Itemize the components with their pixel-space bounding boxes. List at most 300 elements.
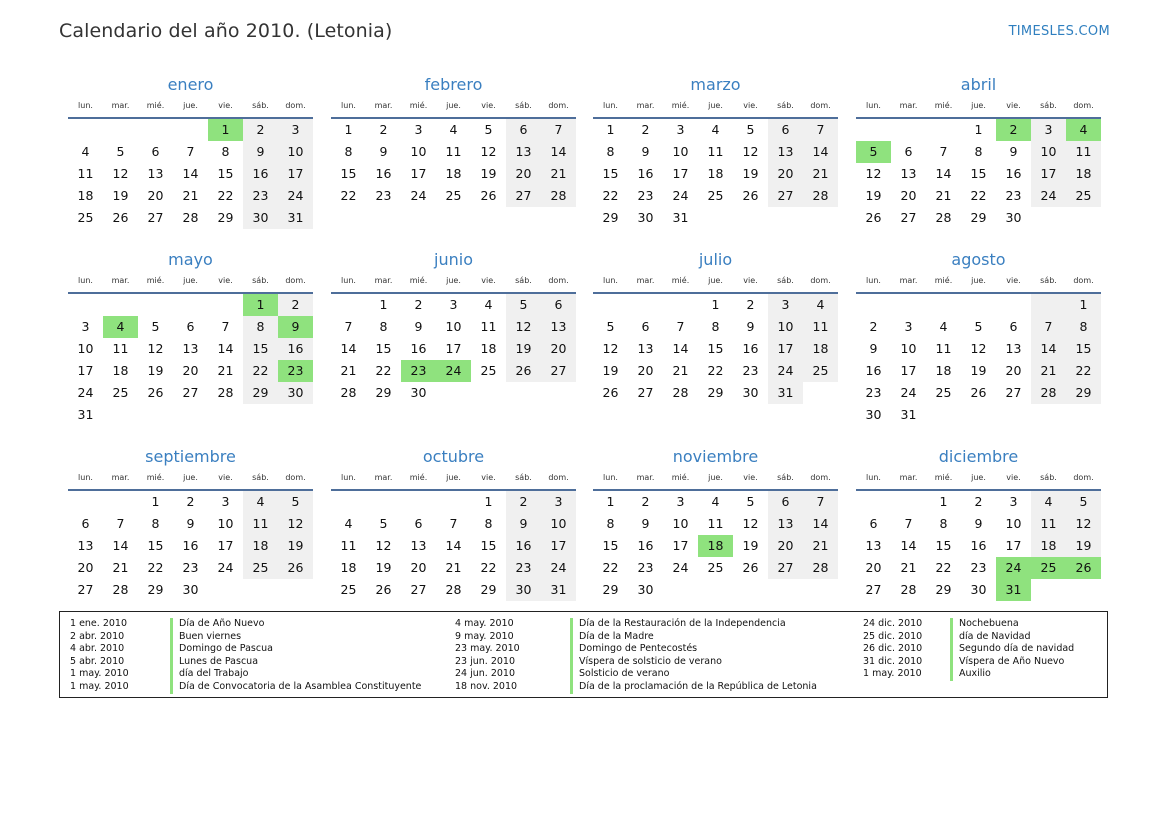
day-cell[interactable]: 25 (112, 385, 129, 400)
day-cell[interactable]: 17 (672, 538, 689, 553)
day-cell[interactable]: 23 (375, 188, 392, 203)
day-cell[interactable]: 2 (186, 494, 195, 509)
day-cell[interactable]: 24 (900, 385, 917, 400)
day-cell[interactable]: 27 (900, 210, 917, 225)
day-cell[interactable]: 4 (711, 494, 720, 509)
day-cell[interactable]: 26 (865, 210, 882, 225)
day-cell[interactable]: 16 (637, 166, 654, 181)
day-cell[interactable]: 18 (803, 338, 838, 360)
day-cell[interactable]: 2 (974, 494, 983, 509)
day-cell[interactable]: 5 (974, 319, 983, 334)
day-cell[interactable]: 2 (414, 297, 423, 312)
day-cell[interactable]: 10 (217, 516, 234, 531)
day-cell[interactable]: 19 (147, 363, 164, 378)
day-cell[interactable]: 12 (742, 516, 759, 531)
day-cell[interactable]: 28 (803, 185, 838, 207)
day-cell[interactable]: 2 (278, 294, 313, 316)
day-cell[interactable]: 30 (742, 385, 759, 400)
day-cell[interactable]: 13 (1005, 341, 1022, 356)
day-cell[interactable]: 24 (672, 560, 689, 575)
day-cell[interactable]: 14 (445, 538, 462, 553)
day-cell[interactable]: 8 (243, 316, 278, 338)
holiday-day-cell[interactable]: 4 (103, 316, 138, 338)
day-cell[interactable]: 10 (768, 316, 803, 338)
day-cell[interactable]: 22 (970, 188, 987, 203)
day-cell[interactable]: 4 (1031, 491, 1066, 513)
day-cell[interactable]: 29 (970, 210, 987, 225)
day-cell[interactable]: 4 (243, 491, 278, 513)
day-cell[interactable]: 8 (484, 516, 493, 531)
day-cell[interactable]: 3 (221, 494, 230, 509)
day-cell[interactable]: 9 (506, 513, 541, 535)
day-cell[interactable]: 12 (147, 341, 164, 356)
day-cell[interactable]: 5 (278, 491, 313, 513)
day-cell[interactable]: 12 (1066, 513, 1101, 535)
day-cell[interactable]: 12 (742, 144, 759, 159)
day-cell[interactable]: 20 (768, 535, 803, 557)
day-cell[interactable]: 22 (480, 560, 497, 575)
day-cell[interactable]: 22 (1066, 360, 1101, 382)
day-cell[interactable]: 24 (278, 185, 313, 207)
day-cell[interactable]: 2 (243, 119, 278, 141)
day-cell[interactable]: 27 (410, 582, 427, 597)
day-cell[interactable]: 29 (480, 582, 497, 597)
day-cell[interactable]: 31 (900, 407, 917, 422)
day-cell[interactable]: 29 (243, 382, 278, 404)
day-cell[interactable]: 25 (480, 363, 497, 378)
day-cell[interactable]: 12 (602, 341, 619, 356)
day-cell[interactable]: 10 (77, 341, 94, 356)
day-cell[interactable]: 29 (217, 210, 234, 225)
day-cell[interactable]: 3 (904, 319, 913, 334)
day-cell[interactable]: 1 (379, 297, 388, 312)
day-cell[interactable]: 10 (672, 144, 689, 159)
day-cell[interactable]: 29 (1066, 382, 1101, 404)
day-cell[interactable]: 20 (410, 560, 427, 575)
day-cell[interactable]: 19 (970, 363, 987, 378)
day-cell[interactable]: 7 (541, 119, 576, 141)
day-cell[interactable]: 17 (900, 363, 917, 378)
day-cell[interactable]: 3 (1031, 119, 1066, 141)
day-cell[interactable]: 19 (865, 188, 882, 203)
holiday-day-cell[interactable]: 24 (996, 557, 1031, 579)
day-cell[interactable]: 26 (602, 385, 619, 400)
day-cell[interactable]: 27 (541, 360, 576, 382)
day-cell[interactable]: 20 (1005, 363, 1022, 378)
day-cell[interactable]: 14 (340, 341, 357, 356)
day-cell[interactable]: 16 (278, 338, 313, 360)
day-cell[interactable]: 23 (970, 560, 987, 575)
day-cell[interactable]: 24 (541, 557, 576, 579)
day-cell[interactable]: 18 (935, 363, 952, 378)
day-cell[interactable]: 23 (182, 560, 199, 575)
day-cell[interactable]: 20 (77, 560, 94, 575)
day-cell[interactable]: 13 (541, 316, 576, 338)
day-cell[interactable]: 6 (869, 516, 878, 531)
day-cell[interactable]: 27 (147, 210, 164, 225)
day-cell[interactable]: 3 (676, 122, 685, 137)
day-cell[interactable]: 26 (970, 385, 987, 400)
day-cell[interactable]: 21 (803, 535, 838, 557)
day-cell[interactable]: 6 (541, 294, 576, 316)
day-cell[interactable]: 29 (602, 582, 619, 597)
day-cell[interactable]: 4 (939, 319, 948, 334)
day-cell[interactable]: 26 (506, 360, 541, 382)
day-cell[interactable]: 17 (541, 535, 576, 557)
day-cell[interactable]: 6 (1009, 319, 1018, 334)
day-cell[interactable]: 16 (865, 363, 882, 378)
day-cell[interactable]: 17 (445, 341, 462, 356)
day-cell[interactable]: 17 (672, 166, 689, 181)
day-cell[interactable]: 5 (379, 516, 388, 531)
day-cell[interactable]: 12 (375, 538, 392, 553)
day-cell[interactable]: 23 (1005, 188, 1022, 203)
day-cell[interactable]: 7 (449, 516, 458, 531)
day-cell[interactable]: 18 (112, 363, 129, 378)
day-cell[interactable]: 13 (182, 341, 199, 356)
day-cell[interactable]: 25 (340, 582, 357, 597)
day-cell[interactable]: 6 (641, 319, 650, 334)
day-cell[interactable]: 10 (1031, 141, 1066, 163)
day-cell[interactable]: 3 (768, 294, 803, 316)
day-cell[interactable]: 1 (606, 122, 615, 137)
day-cell[interactable]: 19 (112, 188, 129, 203)
day-cell[interactable]: 16 (243, 163, 278, 185)
day-cell[interactable]: 24 (1031, 185, 1066, 207)
day-cell[interactable]: 3 (1009, 494, 1018, 509)
day-cell[interactable]: 15 (707, 341, 724, 356)
holiday-day-cell[interactable]: 18 (698, 535, 733, 557)
day-cell[interactable]: 28 (217, 385, 234, 400)
day-cell[interactable]: 28 (1031, 382, 1066, 404)
day-cell[interactable]: 13 (900, 166, 917, 181)
day-cell[interactable]: 25 (803, 360, 838, 382)
day-cell[interactable]: 15 (602, 538, 619, 553)
day-cell[interactable]: 4 (81, 144, 90, 159)
day-cell[interactable]: 12 (970, 341, 987, 356)
day-cell[interactable]: 22 (707, 363, 724, 378)
day-cell[interactable]: 21 (672, 363, 689, 378)
day-cell[interactable]: 12 (865, 166, 882, 181)
day-cell[interactable]: 1 (1066, 294, 1101, 316)
day-cell[interactable]: 29 (935, 582, 952, 597)
day-cell[interactable]: 2 (641, 122, 650, 137)
day-cell[interactable]: 23 (243, 185, 278, 207)
day-cell[interactable]: 9 (379, 144, 388, 159)
brand-link[interactable]: TIMESLES.COM (1008, 24, 1110, 39)
day-cell[interactable]: 18 (480, 341, 497, 356)
day-cell[interactable]: 15 (340, 166, 357, 181)
holiday-day-cell[interactable]: 26 (1066, 557, 1101, 579)
day-cell[interactable]: 4 (803, 294, 838, 316)
day-cell[interactable]: 4 (449, 122, 458, 137)
day-cell[interactable]: 12 (506, 316, 541, 338)
day-cell[interactable]: 14 (217, 341, 234, 356)
day-cell[interactable]: 16 (182, 538, 199, 553)
day-cell[interactable]: 5 (151, 319, 160, 334)
day-cell[interactable]: 8 (379, 319, 388, 334)
day-cell[interactable]: 11 (112, 341, 129, 356)
day-cell[interactable]: 23 (637, 560, 654, 575)
day-cell[interactable]: 13 (637, 341, 654, 356)
day-cell[interactable]: 18 (445, 166, 462, 181)
day-cell[interactable]: 13 (77, 538, 94, 553)
day-cell[interactable]: 14 (900, 538, 917, 553)
day-cell[interactable]: 30 (1005, 210, 1022, 225)
day-cell[interactable]: 11 (935, 341, 952, 356)
day-cell[interactable]: 25 (1066, 185, 1101, 207)
day-cell[interactable]: 17 (217, 538, 234, 553)
day-cell[interactable]: 27 (506, 185, 541, 207)
day-cell[interactable]: 11 (1031, 513, 1066, 535)
day-cell[interactable]: 20 (182, 363, 199, 378)
day-cell[interactable]: 12 (112, 166, 129, 181)
day-cell[interactable]: 15 (602, 166, 619, 181)
holiday-day-cell[interactable]: 24 (436, 360, 471, 382)
day-cell[interactable]: 22 (243, 360, 278, 382)
day-cell[interactable]: 9 (641, 144, 650, 159)
day-cell[interactable]: 17 (278, 163, 313, 185)
day-cell[interactable]: 22 (602, 560, 619, 575)
day-cell[interactable]: 22 (935, 560, 952, 575)
day-cell[interactable]: 13 (147, 166, 164, 181)
day-cell[interactable]: 13 (410, 538, 427, 553)
day-cell[interactable]: 20 (637, 363, 654, 378)
day-cell[interactable]: 13 (768, 141, 803, 163)
day-cell[interactable]: 17 (768, 338, 803, 360)
day-cell[interactable]: 10 (1005, 516, 1022, 531)
day-cell[interactable]: 27 (77, 582, 94, 597)
day-cell[interactable]: 11 (707, 144, 724, 159)
day-cell[interactable]: 20 (541, 338, 576, 360)
day-cell[interactable]: 18 (1031, 535, 1066, 557)
day-cell[interactable]: 21 (900, 560, 917, 575)
day-cell[interactable]: 16 (637, 538, 654, 553)
day-cell[interactable]: 16 (742, 341, 759, 356)
day-cell[interactable]: 30 (182, 582, 199, 597)
day-cell[interactable]: 11 (243, 513, 278, 535)
day-cell[interactable]: 26 (742, 560, 759, 575)
day-cell[interactable]: 31 (768, 382, 803, 404)
holiday-day-cell[interactable]: 4 (1066, 119, 1101, 141)
day-cell[interactable]: 16 (375, 166, 392, 181)
day-cell[interactable]: 7 (939, 144, 948, 159)
day-cell[interactable]: 2 (641, 494, 650, 509)
day-cell[interactable]: 26 (112, 210, 129, 225)
day-cell[interactable]: 27 (182, 385, 199, 400)
holiday-day-cell[interactable]: 2 (996, 119, 1031, 141)
holiday-day-cell[interactable]: 23 (401, 360, 436, 382)
holiday-day-cell[interactable]: 23 (278, 360, 313, 382)
day-cell[interactable]: 8 (974, 144, 983, 159)
day-cell[interactable]: 3 (81, 319, 90, 334)
day-cell[interactable]: 21 (217, 363, 234, 378)
day-cell[interactable]: 27 (1005, 385, 1022, 400)
day-cell[interactable]: 10 (541, 513, 576, 535)
day-cell[interactable]: 17 (1031, 163, 1066, 185)
day-cell[interactable]: 7 (803, 119, 838, 141)
day-cell[interactable]: 14 (803, 513, 838, 535)
day-cell[interactable]: 10 (278, 141, 313, 163)
day-cell[interactable]: 21 (935, 188, 952, 203)
day-cell[interactable]: 8 (939, 516, 948, 531)
day-cell[interactable]: 3 (278, 119, 313, 141)
day-cell[interactable]: 31 (672, 210, 689, 225)
day-cell[interactable]: 3 (414, 122, 423, 137)
day-cell[interactable]: 4 (711, 122, 720, 137)
day-cell[interactable]: 8 (711, 319, 720, 334)
day-cell[interactable]: 2 (506, 491, 541, 513)
day-cell[interactable]: 31 (278, 207, 313, 229)
day-cell[interactable]: 11 (803, 316, 838, 338)
day-cell[interactable]: 10 (410, 144, 427, 159)
day-cell[interactable]: 21 (340, 363, 357, 378)
day-cell[interactable]: 25 (445, 188, 462, 203)
day-cell[interactable]: 7 (221, 319, 230, 334)
day-cell[interactable]: 16 (506, 535, 541, 557)
day-cell[interactable]: 29 (147, 582, 164, 597)
day-cell[interactable]: 4 (344, 516, 353, 531)
day-cell[interactable]: 20 (768, 163, 803, 185)
day-cell[interactable]: 12 (278, 513, 313, 535)
day-cell[interactable]: 15 (480, 538, 497, 553)
day-cell[interactable]: 27 (865, 582, 882, 597)
day-cell[interactable]: 21 (182, 188, 199, 203)
day-cell[interactable]: 1 (974, 122, 983, 137)
day-cell[interactable]: 14 (112, 538, 129, 553)
day-cell[interactable]: 2 (379, 122, 388, 137)
day-cell[interactable]: 3 (449, 297, 458, 312)
day-cell[interactable]: 7 (344, 319, 353, 334)
day-cell[interactable]: 19 (602, 363, 619, 378)
day-cell[interactable]: 30 (243, 207, 278, 229)
day-cell[interactable]: 14 (803, 141, 838, 163)
day-cell[interactable]: 25 (935, 385, 952, 400)
day-cell[interactable]: 14 (672, 341, 689, 356)
day-cell[interactable]: 20 (865, 560, 882, 575)
day-cell[interactable]: 3 (676, 494, 685, 509)
day-cell[interactable]: 18 (340, 560, 357, 575)
day-cell[interactable]: 25 (707, 560, 724, 575)
day-cell[interactable]: 24 (672, 188, 689, 203)
day-cell[interactable]: 18 (707, 166, 724, 181)
day-cell[interactable]: 20 (900, 188, 917, 203)
holiday-day-cell[interactable]: 25 (1031, 557, 1066, 579)
day-cell[interactable]: 13 (768, 513, 803, 535)
day-cell[interactable]: 8 (151, 516, 160, 531)
day-cell[interactable]: 28 (900, 582, 917, 597)
day-cell[interactable]: 5 (746, 122, 755, 137)
day-cell[interactable]: 25 (243, 557, 278, 579)
day-cell[interactable]: 30 (865, 407, 882, 422)
day-cell[interactable]: 26 (278, 557, 313, 579)
day-cell[interactable]: 2 (869, 319, 878, 334)
day-cell[interactable]: 16 (410, 341, 427, 356)
day-cell[interactable]: 11 (77, 166, 94, 181)
day-cell[interactable]: 15 (935, 538, 952, 553)
day-cell[interactable]: 8 (606, 144, 615, 159)
day-cell[interactable]: 10 (672, 516, 689, 531)
day-cell[interactable]: 6 (506, 119, 541, 141)
day-cell[interactable]: 12 (480, 144, 497, 159)
day-cell[interactable]: 19 (506, 338, 541, 360)
day-cell[interactable]: 27 (637, 385, 654, 400)
day-cell[interactable]: 1 (484, 494, 493, 509)
day-cell[interactable]: 7 (1031, 316, 1066, 338)
day-cell[interactable]: 8 (606, 516, 615, 531)
day-cell[interactable]: 18 (77, 188, 94, 203)
day-cell[interactable]: 25 (77, 210, 94, 225)
day-cell[interactable]: 22 (217, 188, 234, 203)
day-cell[interactable]: 4 (484, 297, 493, 312)
day-cell[interactable]: 26 (375, 582, 392, 597)
day-cell[interactable]: 6 (81, 516, 90, 531)
day-cell[interactable]: 23 (742, 363, 759, 378)
day-cell[interactable]: 25 (707, 188, 724, 203)
day-cell[interactable]: 10 (900, 341, 917, 356)
day-cell[interactable]: 30 (278, 382, 313, 404)
day-cell[interactable]: 21 (1031, 360, 1066, 382)
day-cell[interactable]: 21 (541, 163, 576, 185)
day-cell[interactable]: 11 (1066, 141, 1101, 163)
holiday-day-cell[interactable]: 1 (208, 119, 243, 141)
day-cell[interactable]: 7 (676, 319, 685, 334)
day-cell[interactable]: 5 (484, 122, 493, 137)
day-cell[interactable]: 15 (147, 538, 164, 553)
day-cell[interactable]: 28 (672, 385, 689, 400)
day-cell[interactable]: 31 (77, 407, 94, 422)
day-cell[interactable]: 15 (217, 166, 234, 181)
day-cell[interactable]: 19 (480, 166, 497, 181)
day-cell[interactable]: 8 (221, 144, 230, 159)
day-cell[interactable]: 7 (803, 491, 838, 513)
day-cell[interactable]: 14 (541, 141, 576, 163)
day-cell[interactable]: 22 (375, 363, 392, 378)
day-cell[interactable]: 24 (410, 188, 427, 203)
day-cell[interactable]: 19 (278, 535, 313, 557)
day-cell[interactable]: 21 (803, 163, 838, 185)
day-cell[interactable]: 17 (77, 363, 94, 378)
day-cell[interactable]: 30 (410, 385, 427, 400)
day-cell[interactable]: 13 (865, 538, 882, 553)
day-cell[interactable]: 9 (1009, 144, 1018, 159)
holiday-day-cell[interactable]: 31 (996, 579, 1031, 601)
day-cell[interactable]: 6 (414, 516, 423, 531)
day-cell[interactable]: 28 (445, 582, 462, 597)
day-cell[interactable]: 1 (151, 494, 160, 509)
day-cell[interactable]: 18 (1066, 163, 1101, 185)
day-cell[interactable]: 18 (243, 535, 278, 557)
day-cell[interactable]: 15 (1066, 338, 1101, 360)
day-cell[interactable]: 14 (935, 166, 952, 181)
day-cell[interactable]: 19 (375, 560, 392, 575)
day-cell[interactable]: 30 (637, 582, 654, 597)
day-cell[interactable]: 29 (707, 385, 724, 400)
day-cell[interactable]: 17 (410, 166, 427, 181)
day-cell[interactable]: 11 (707, 516, 724, 531)
day-cell[interactable]: 24 (77, 385, 94, 400)
day-cell[interactable]: 30 (637, 210, 654, 225)
day-cell[interactable]: 6 (904, 144, 913, 159)
day-cell[interactable]: 6 (151, 144, 160, 159)
day-cell[interactable]: 8 (1066, 316, 1101, 338)
holiday-day-cell[interactable]: 5 (856, 141, 891, 163)
day-cell[interactable]: 6 (768, 119, 803, 141)
day-cell[interactable]: 20 (147, 188, 164, 203)
day-cell[interactable]: 26 (147, 385, 164, 400)
day-cell[interactable]: 1 (606, 494, 615, 509)
day-cell[interactable]: 22 (340, 188, 357, 203)
